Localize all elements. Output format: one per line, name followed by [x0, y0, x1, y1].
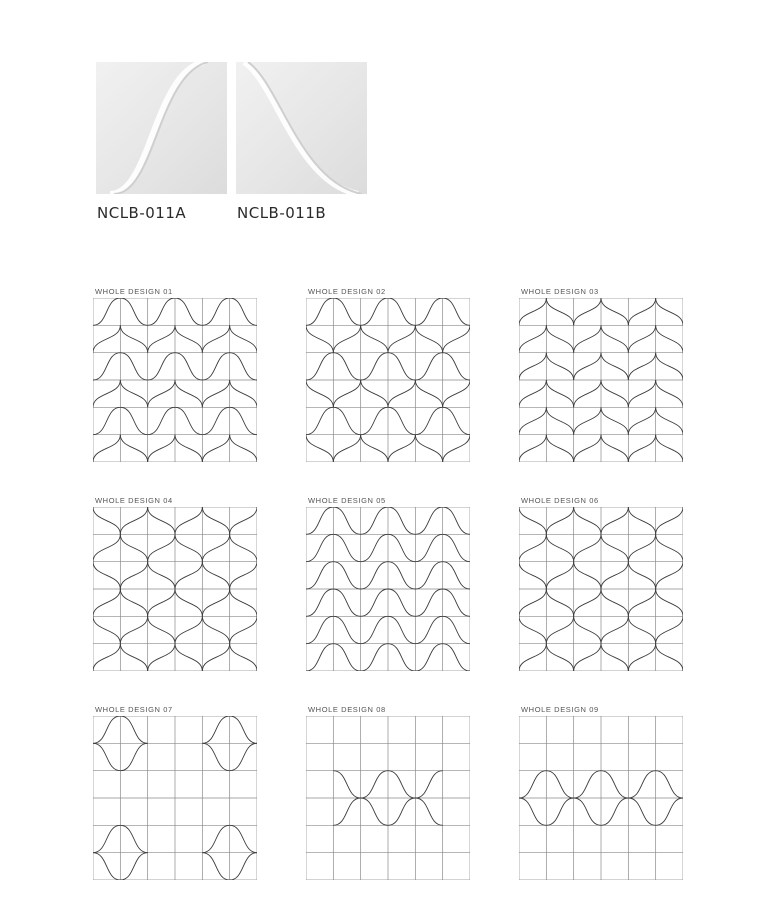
tile-photo-b — [236, 62, 367, 194]
tile-curve — [361, 407, 388, 434]
tile-curve — [202, 616, 229, 643]
tile-curve — [519, 353, 546, 380]
design-title: WHOLE DESIGN 06 — [521, 496, 599, 505]
tile-curve — [148, 589, 175, 616]
tile-curve — [361, 644, 388, 671]
tile-curve — [628, 298, 655, 325]
tile-curve — [519, 435, 546, 462]
tile-curve — [148, 407, 175, 434]
tile-curve — [546, 644, 573, 671]
tile-curve — [361, 798, 388, 825]
tile-curve — [230, 435, 257, 462]
tile-curve — [546, 325, 573, 352]
tile-curve — [202, 716, 229, 743]
design-title: WHOLE DESIGN 07 — [95, 705, 173, 714]
tile-curve — [120, 353, 147, 380]
tile-curve — [388, 353, 415, 380]
tile-curve — [333, 435, 360, 462]
tile-curve — [93, 562, 120, 589]
tile-curve — [546, 616, 573, 643]
design-title: WHOLE DESIGN 08 — [308, 705, 386, 714]
tile-curve — [202, 644, 229, 671]
tile-curve — [601, 798, 628, 825]
design-title: WHOLE DESIGN 04 — [95, 496, 173, 505]
tile-curve — [656, 380, 683, 407]
design-grid-06 — [519, 507, 683, 671]
design-panel-02 — [306, 286, 470, 462]
tile-curve — [230, 716, 257, 743]
tile-curve — [574, 798, 601, 825]
tile-curve — [175, 435, 202, 462]
tile-curve — [175, 589, 202, 616]
tile-curve — [519, 589, 546, 616]
tile-curve — [93, 407, 120, 434]
tile-curve — [388, 298, 415, 325]
tile-curve — [306, 298, 333, 325]
tile-curve — [628, 798, 655, 825]
tile-curve — [415, 325, 442, 352]
tile-curve — [546, 771, 573, 798]
tile-curve — [148, 562, 175, 589]
tile-curve — [333, 380, 360, 407]
tile-curve — [93, 616, 120, 643]
tile-curve — [333, 616, 360, 643]
tile-curve — [148, 380, 175, 407]
tile-curve — [93, 298, 120, 325]
tile-curve — [628, 589, 655, 616]
tile-curve — [148, 644, 175, 671]
tile-curve — [519, 562, 546, 589]
tile-curve — [415, 562, 442, 589]
tile-curve — [574, 644, 601, 671]
tile-curve — [601, 353, 628, 380]
tile-curve — [443, 407, 470, 434]
tile-curve — [601, 325, 628, 352]
tile-curve — [388, 407, 415, 434]
tile-curve — [415, 298, 442, 325]
tile-curve — [202, 435, 229, 462]
tile-curve — [628, 534, 655, 561]
design-panel-03 — [519, 286, 683, 462]
tile-curve — [546, 353, 573, 380]
tile-curve — [574, 562, 601, 589]
design-panel-09 — [519, 704, 683, 880]
tile-curve — [230, 298, 257, 325]
tile-curve — [230, 380, 257, 407]
tile-curve — [546, 298, 573, 325]
tile-curve — [306, 616, 333, 643]
tile-curve — [306, 325, 333, 352]
tile-curve — [601, 407, 628, 434]
tile-curve — [415, 589, 442, 616]
tile-curve — [574, 771, 601, 798]
tile-curve — [443, 325, 470, 352]
tile-curve — [415, 771, 442, 798]
tile-curve — [361, 325, 388, 352]
tile-curve — [628, 435, 655, 462]
tile-curve — [120, 325, 147, 352]
tile-curve — [574, 353, 601, 380]
tile-curve — [574, 380, 601, 407]
tile-curve — [361, 616, 388, 643]
tile-curve — [443, 435, 470, 462]
tile-curve — [202, 589, 229, 616]
tile-curve — [120, 435, 147, 462]
tile-curve — [546, 507, 573, 534]
tile-curve — [574, 407, 601, 434]
tile-curve — [333, 589, 360, 616]
tile-curve — [415, 380, 442, 407]
tile-curve — [388, 798, 415, 825]
tile-curve — [601, 589, 628, 616]
tile-curve — [415, 616, 442, 643]
tile-curve — [202, 534, 229, 561]
tile-curve — [120, 825, 147, 852]
tile-curve — [333, 298, 360, 325]
tile-curve — [656, 644, 683, 671]
tile-curve — [443, 380, 470, 407]
tile-curve — [333, 534, 360, 561]
tile-curve — [574, 616, 601, 643]
tile-curve — [175, 616, 202, 643]
tile-curve — [628, 353, 655, 380]
tile-curve — [175, 407, 202, 434]
tile-curve — [120, 407, 147, 434]
tile-curve — [93, 644, 120, 671]
tile-curve — [519, 616, 546, 643]
tile-curve — [415, 798, 442, 825]
tile-curve — [202, 853, 229, 880]
tile-curve — [546, 589, 573, 616]
tile-curve — [120, 534, 147, 561]
tile-curve — [415, 534, 442, 561]
product-code-a: NCLB-011A — [97, 204, 187, 222]
tile-curve — [361, 534, 388, 561]
tile-curve — [175, 380, 202, 407]
tile-curve — [656, 298, 683, 325]
tile-curve — [656, 534, 683, 561]
tile-curve — [415, 407, 442, 434]
tile-curve — [202, 407, 229, 434]
tile-curve — [601, 534, 628, 561]
tile-curve — [202, 562, 229, 589]
tile-curve — [415, 435, 442, 462]
tile-curve — [519, 298, 546, 325]
tile-curve — [601, 616, 628, 643]
tile-curve — [120, 743, 147, 770]
tile-curve — [202, 825, 229, 852]
tile-curve — [574, 589, 601, 616]
tile-curve — [601, 771, 628, 798]
tile-curve — [333, 507, 360, 534]
tile-curve — [361, 298, 388, 325]
tile-curve — [546, 435, 573, 462]
tile-curve — [388, 435, 415, 462]
tile-curve — [628, 771, 655, 798]
design-grid-01 — [93, 298, 257, 462]
tile-curve — [656, 562, 683, 589]
tile-curve — [361, 589, 388, 616]
tile-curve — [519, 507, 546, 534]
tile-curve — [120, 589, 147, 616]
tile-curve — [546, 562, 573, 589]
tile-curve — [93, 589, 120, 616]
tile-curve — [388, 589, 415, 616]
tile-curve — [120, 562, 147, 589]
design-panel-05 — [306, 495, 470, 671]
tile-curve — [388, 562, 415, 589]
tile-curve — [656, 798, 683, 825]
tile-curve — [519, 407, 546, 434]
tile-curve — [361, 435, 388, 462]
tile-curve — [230, 325, 257, 352]
tile-curve — [230, 853, 257, 880]
design-title: WHOLE DESIGN 01 — [95, 287, 173, 296]
tile-curve — [93, 435, 120, 462]
tile-curve — [656, 589, 683, 616]
design-title: WHOLE DESIGN 02 — [308, 287, 386, 296]
tile-curve — [656, 616, 683, 643]
tile-curve — [93, 825, 120, 852]
tile-curve — [230, 589, 257, 616]
tile-curve — [656, 325, 683, 352]
tile-curve — [361, 771, 388, 798]
tile-curve — [388, 534, 415, 561]
tile-curve — [656, 407, 683, 434]
tile-curve — [306, 589, 333, 616]
tile-curve — [230, 644, 257, 671]
tile-curve — [628, 407, 655, 434]
tile-curve — [443, 507, 470, 534]
tile-curve — [202, 380, 229, 407]
tile-curve — [230, 616, 257, 643]
tile-curve — [175, 534, 202, 561]
tile-curve — [306, 353, 333, 380]
tile-curve — [230, 562, 257, 589]
tile-curve — [415, 507, 442, 534]
tile-curve — [93, 716, 120, 743]
tile-curve — [333, 644, 360, 671]
tile-curve — [574, 325, 601, 352]
tile-curve — [519, 380, 546, 407]
tile-curve — [443, 589, 470, 616]
tile-curve — [333, 562, 360, 589]
tile-curve — [306, 435, 333, 462]
tile-curve — [601, 298, 628, 325]
tile-curve — [175, 325, 202, 352]
tile-curve — [546, 407, 573, 434]
tile-curve — [415, 644, 442, 671]
design-title: WHOLE DESIGN 05 — [308, 496, 386, 505]
tile-curve — [230, 353, 257, 380]
tile-curve — [574, 507, 601, 534]
design-panel-08 — [306, 704, 470, 880]
tile-curve — [93, 534, 120, 561]
tile-curve — [361, 380, 388, 407]
tile-curve — [601, 507, 628, 534]
tile-curve — [519, 644, 546, 671]
tile-curve — [388, 771, 415, 798]
tile-curve — [120, 853, 147, 880]
tile-curve — [230, 743, 257, 770]
tile-curve — [120, 616, 147, 643]
tile-curve — [443, 353, 470, 380]
design-panel-04 — [93, 495, 257, 671]
tile-curve — [361, 562, 388, 589]
tile-curve — [333, 798, 360, 825]
tile-curve — [202, 353, 229, 380]
tile-curve — [306, 534, 333, 561]
tile-curve — [519, 798, 546, 825]
tile-curve — [202, 325, 229, 352]
tile-curve — [120, 380, 147, 407]
tile-curve — [388, 644, 415, 671]
tile-curve — [175, 298, 202, 325]
tile-curve — [93, 743, 120, 770]
tile-curve — [574, 534, 601, 561]
tile-curve — [175, 644, 202, 671]
tile-curve — [656, 771, 683, 798]
tile-curve — [656, 353, 683, 380]
tile-curve — [333, 771, 360, 798]
tile-photo-a — [96, 62, 227, 194]
tile-curve — [202, 507, 229, 534]
tile-curve — [175, 507, 202, 534]
tile-curve — [601, 435, 628, 462]
design-panel-07 — [93, 704, 257, 880]
design-grid-09 — [519, 716, 683, 880]
design-title: WHOLE DESIGN 09 — [521, 705, 599, 714]
tile-curve — [93, 325, 120, 352]
tile-curve — [202, 743, 229, 770]
tile-curve — [628, 562, 655, 589]
tile-curve — [120, 298, 147, 325]
tile-curve — [120, 644, 147, 671]
tile-curve — [656, 435, 683, 462]
design-grid-04 — [93, 507, 257, 671]
tile-curve — [443, 644, 470, 671]
design-grid-03 — [519, 298, 683, 462]
design-panel-06 — [519, 495, 683, 671]
design-grid-02 — [306, 298, 470, 462]
tile-curve — [388, 325, 415, 352]
tile-curve — [546, 380, 573, 407]
tile-curve — [148, 325, 175, 352]
tile-curve — [148, 298, 175, 325]
tile-curve — [306, 562, 333, 589]
tile-curve — [628, 380, 655, 407]
tile-curve — [93, 507, 120, 534]
tile-curve — [230, 825, 257, 852]
tile-curve — [574, 435, 601, 462]
tile-curve — [230, 534, 257, 561]
tile-curve — [333, 325, 360, 352]
design-title: WHOLE DESIGN 03 — [521, 287, 599, 296]
tile-curve — [333, 407, 360, 434]
tile-curve — [388, 380, 415, 407]
tile-curve — [574, 298, 601, 325]
tile-curve — [93, 853, 120, 880]
tile-curve — [306, 407, 333, 434]
tile-curve — [656, 507, 683, 534]
tile-curve — [230, 407, 257, 434]
tile-curve — [443, 298, 470, 325]
tile-curve — [601, 380, 628, 407]
tile-curve — [628, 644, 655, 671]
tile-curve — [361, 507, 388, 534]
tile-curve — [628, 507, 655, 534]
tile-curve — [148, 616, 175, 643]
tile-curve — [546, 534, 573, 561]
tile-curve — [148, 534, 175, 561]
tile-curve — [601, 644, 628, 671]
tile-curve — [148, 435, 175, 462]
tile-curve — [519, 771, 546, 798]
tile-curve — [388, 616, 415, 643]
tile-curve — [306, 507, 333, 534]
tile-curve — [306, 644, 333, 671]
tile-curve — [175, 562, 202, 589]
tile-curve — [601, 562, 628, 589]
tile-curve — [175, 353, 202, 380]
tile-curve — [148, 507, 175, 534]
design-panel-01 — [93, 286, 257, 462]
tile-curve — [333, 353, 360, 380]
tile-curve — [519, 534, 546, 561]
tile-curve — [546, 798, 573, 825]
tile-curve — [388, 507, 415, 534]
tile-curve — [202, 298, 229, 325]
product-code-b: NCLB-011B — [237, 204, 327, 222]
tile-curve — [120, 716, 147, 743]
tile-curve — [93, 380, 120, 407]
tile-curve — [628, 616, 655, 643]
tile-curve — [443, 562, 470, 589]
design-grid-07 — [93, 716, 257, 880]
tile-curve — [230, 507, 257, 534]
tile-curve — [443, 616, 470, 643]
tile-curve — [148, 353, 175, 380]
tile-curve — [361, 353, 388, 380]
tile-curve — [519, 325, 546, 352]
tile-curve — [306, 380, 333, 407]
design-grid-05 — [306, 507, 470, 671]
tile-curve — [93, 353, 120, 380]
tile-curve — [443, 534, 470, 561]
tile-curve — [415, 353, 442, 380]
tile-curve — [628, 325, 655, 352]
design-grid-08 — [306, 716, 470, 880]
tile-curve — [120, 507, 147, 534]
